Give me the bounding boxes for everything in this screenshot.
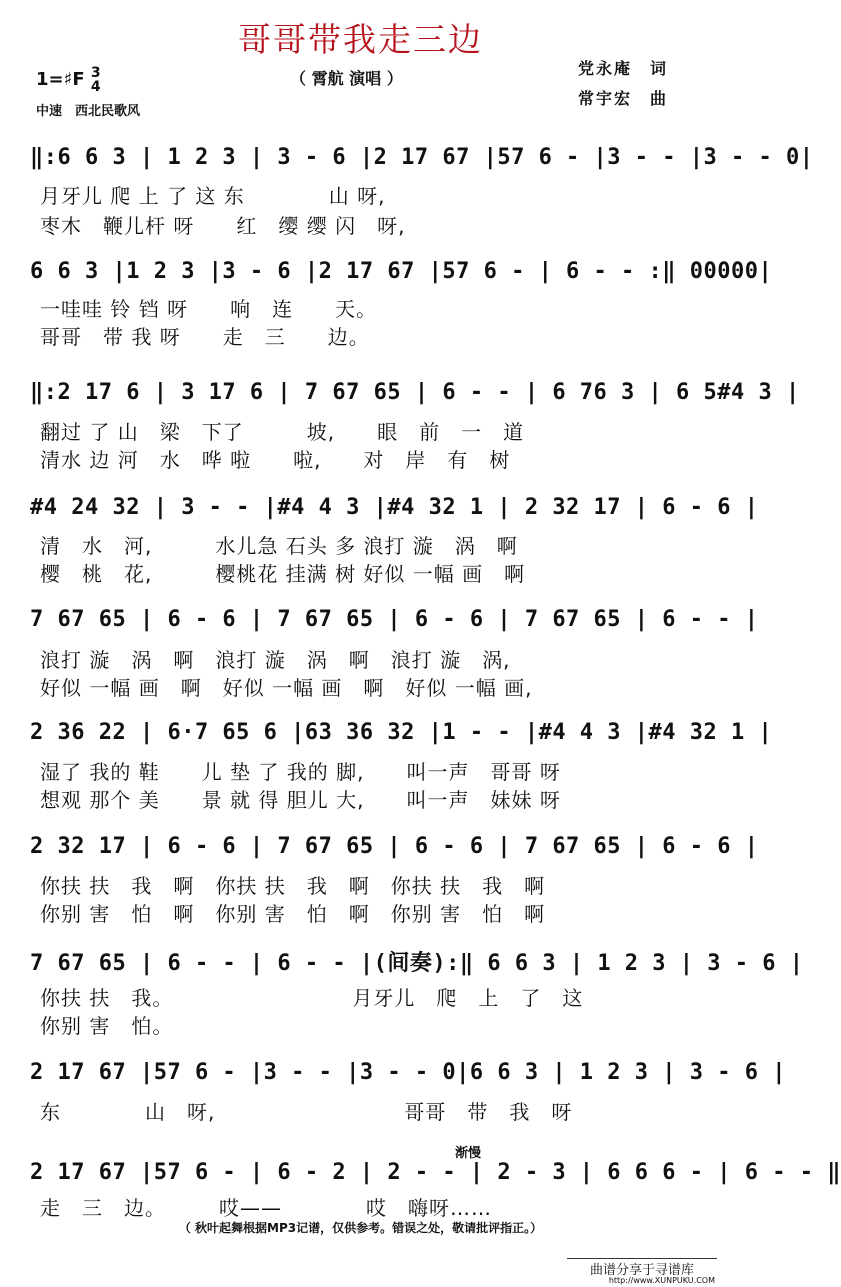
time-signature xyxy=(91,66,101,94)
notation-line: 2 17 67 |57 6 - |3 - - |3 - - 0|6 6 3 | 1 2 3 | 3 - 6 | xyxy=(30,1060,786,1085)
key-label: 1=♯F xyxy=(36,69,85,90)
key-signature xyxy=(36,66,101,94)
footnote: （ 秋叶起舞根据MP3记谱，仅供参考。错误之处，敬请批评指正。） xyxy=(178,1221,543,1235)
lyric-line: 湿了 我的 鞋 儿 垫 了 我的 脚, 叫一声 哥哥 呀 xyxy=(40,760,561,784)
lyric-line: 你扶 扶 我 啊 你扶 扶 我 啊 你扶 扶 我 啊 xyxy=(40,874,546,898)
lyric-line: 你别 害 怕。 xyxy=(40,1014,174,1038)
lyric-line: 枣木 鞭儿杆 呀 红 缨 缨 闪 呀, xyxy=(40,214,406,238)
lyric-line: 一哇哇 铃 铛 呀 响 连 天。 xyxy=(40,297,378,321)
lyric-line: 你别 害 怕 啊 你别 害 怕 啊 你别 害 怕 啊 xyxy=(40,902,546,926)
notation-line: 2 32 17 | 6 - 6 | 7 67 65 | 6 - 6 | 7 67 65 | 6 - 6 | xyxy=(30,834,759,859)
notation-line: 2 36 22 | 6·7 65 6 |63 36 32 |1 - - |#4 4 3 |#4 32 1 | xyxy=(30,720,773,745)
lyric-line: 浪打 漩 涡 啊 浪打 漩 涡 啊 浪打 漩 涡, xyxy=(40,648,511,672)
notation-line: 7 67 65 | 6 - 6 | 7 67 65 | 6 - 6 | 7 67 65 | 6 - - | xyxy=(30,607,759,632)
composer-credit: 常宇宏 曲 xyxy=(578,89,669,108)
notation-line: ‖:2 17 6 | 3 17 6 | 7 67 65 | 6 - - | 6 76 3 | 6 5#4 3 | xyxy=(30,380,800,405)
lyric-line: 翻过 了 山 梁 下了 坡, 眼 前 一 道 xyxy=(40,420,525,444)
notation-line: 6 6 3 |1 2 3 |3 - 6 |2 17 67 |57 6 - | 6 - - :‖ 00000| xyxy=(30,259,773,284)
lyric-line: 樱 桃 花, 樱桃花 挂满 树 好似 一幅 画 啊 xyxy=(40,562,526,586)
lyric-line: 好似 一幅 画 啊 好似 一幅 画 啊 好似 一幅 画, xyxy=(40,676,533,700)
notation-line: ‖:6 6 3 | 1 2 3 | 3 - 6 |2 17 67 |57 6 - |3 - - |3 - - 0| xyxy=(30,145,814,170)
notation-line: 2 17 67 |57 6 - | 6 - 2 | 2 - - | 2 - 3 | 6 6 6 - | 6 - - ‖ xyxy=(30,1160,841,1185)
notation-line: #4 24 32 | 3 - - |#4 4 3 |#4 32 1 | 2 32 17 | 6 - 6 | xyxy=(30,495,759,520)
site-url: http://www.XUNPUKU.COM xyxy=(608,1276,715,1285)
song-title: 哥哥带我走三边 xyxy=(238,20,483,59)
lyric-line: 走 三 边。 哎—— 哎 嗨呀…… xyxy=(40,1196,492,1220)
slowdown-marking: 渐慢 xyxy=(455,1146,482,1161)
site-watermark: 曲谱分享于寻谱库 xyxy=(567,1258,717,1278)
notation-line: 7 67 65 | 6 - - | 6 - - |(间奏):‖ 6 6 3 | 1 2 3 | 3 - 6 | xyxy=(30,951,804,976)
lyric-line: 清 水 河, 水儿急 石头 多 浪打 漩 涡 啊 xyxy=(40,534,518,558)
tempo-marking: 中速 西北民歌风 xyxy=(36,104,141,119)
lyric-line: 想观 那个 美 景 就 得 胆儿 大, 叫一声 妹妹 呀 xyxy=(40,788,561,812)
lyric-line: 东 山 呀, 哥哥 带 我 呀 xyxy=(40,1100,573,1124)
time-denominator: 4 xyxy=(90,79,101,95)
performer: （ 霄航 演唱 ） xyxy=(290,69,403,88)
lyric-line: 月牙儿 爬 上 了 这 东 山 呀, xyxy=(40,184,386,208)
time-numerator: 3 xyxy=(90,65,101,81)
lyric-line: 哥哥 带 我 呀 走 三 边。 xyxy=(40,325,370,349)
lyricist-credit: 党永庵 词 xyxy=(578,59,669,78)
lyric-line: 你扶 扶 我。 月牙儿 爬 上 了 这 xyxy=(40,986,584,1010)
lyric-line: 清水 边 河 水 哗 啦 啦, 对 岸 有 树 xyxy=(40,448,511,472)
